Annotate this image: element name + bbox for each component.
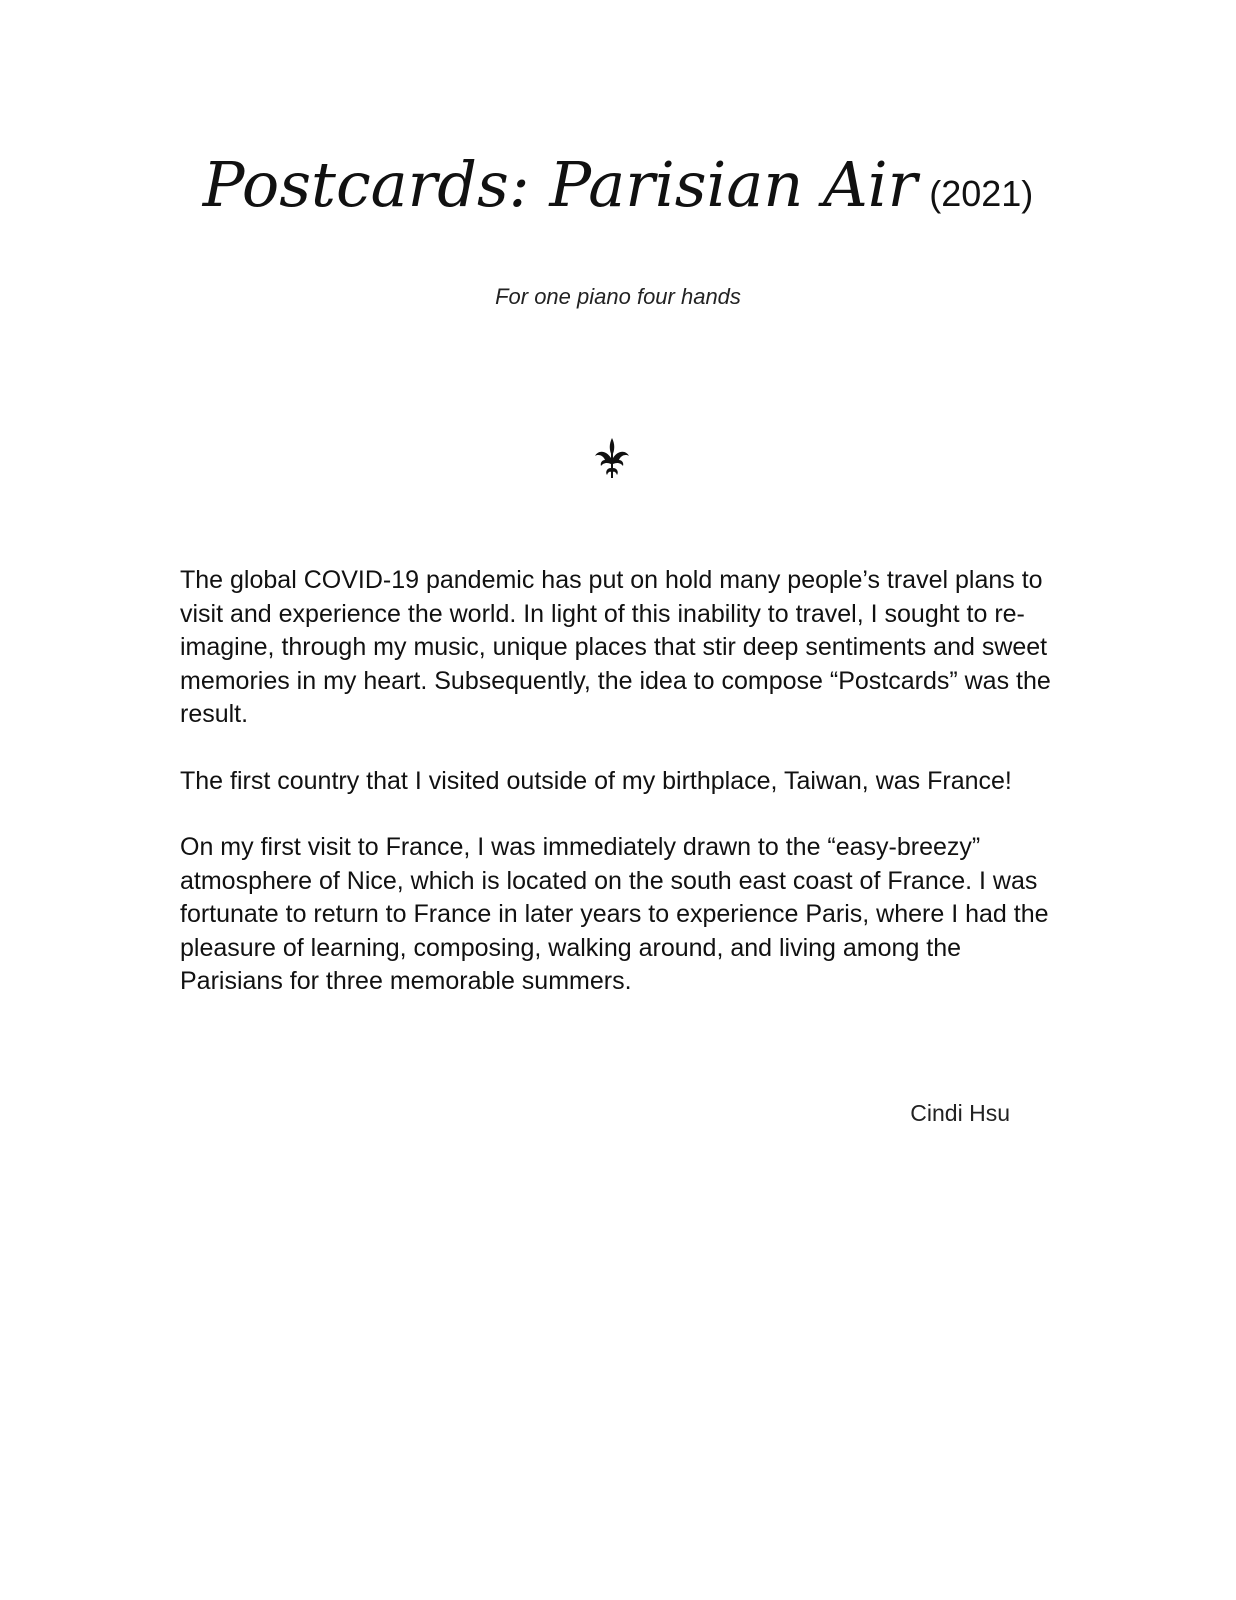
fleur-de-lis-icon <box>592 436 632 480</box>
page-title: Postcards: Parisian Air <box>202 148 918 221</box>
title-year: (2021) <box>929 173 1034 214</box>
paragraph: On my first visit to France, I was immediately drawn to the “easy-breezy” atmosphere of Nice, which is located on the south east coast of France. I was fortunate to return to France in later years to experience Paris, where I had the pleasure of learning, composing, walking around, and living among the Parisians for three memorable summers. <box>180 833 1049 995</box>
paragraph: The global COVID-19 pandemic has put on hold many people’s travel plans to visit and experience the world. In light of this inability to travel, I sought to re-imagine, through my music, unique places that stir deep sentiments and sweet memories in my heart. Subsequently, the idea to compose “Postcards” was the result. <box>180 566 1051 728</box>
title-row <box>0 148 1236 221</box>
body-text <box>180 564 1060 1032</box>
paragraph: The first country that I visited outside of my birthplace, Taiwan, was France! <box>180 766 1012 795</box>
subtitle: For one piano four hands <box>495 284 741 309</box>
signature: Cindi Hsu <box>910 1100 1010 1126</box>
